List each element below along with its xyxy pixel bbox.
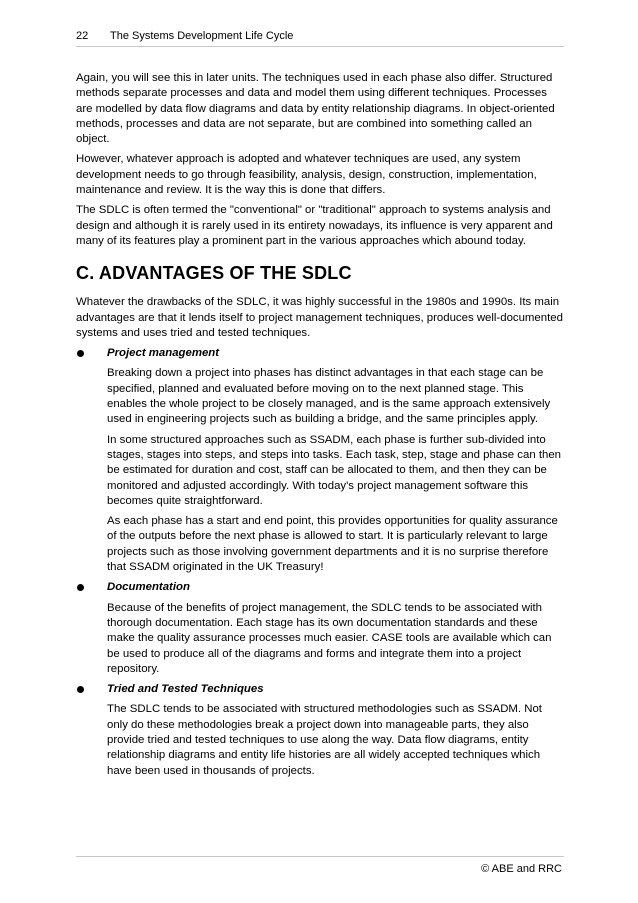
running-header <box>76 29 564 43</box>
advantage-title: Project management <box>107 347 220 360</box>
advantage-item-tried-and-tested <box>76 682 566 779</box>
advantage-paragraph: Breaking down a project into phases has distinct advantages in that each stage can be specified, planned and evaluated before moving on to the next planned stage. This enables the whole project to be closely managed, and is the same approach extensively used in engineering projects such as building a bridge, and the same principles apply. <box>107 367 551 426</box>
advantage-title: Documentation <box>107 581 190 594</box>
running-title: The Systems Development Life Cycle <box>110 30 294 42</box>
advantage-paragraph: Because of the benefits of project management, the SDLC tends to be associated with thorough documentation. Each stage has its own documentation standards and these make the quality assurance processes much easier. CASE tools are available which can be used to produce all of the diagrams and forms and integrate them into a project repository. <box>107 601 552 675</box>
bullet-icon <box>77 584 84 591</box>
section-heading: C. ADVANTAGES OF THE SDLC <box>76 263 352 284</box>
advantage-paragraph: As each phase has a start and end point, this provides opportunities for quality assurance of the outputs before the next phase is allowed to start. It is particularly relevant to large projects such as those involving government departments and it is no surprise therefore that SSADM originated in the UK Treasury! <box>107 515 558 574</box>
bullet-icon <box>77 350 84 357</box>
intro-paragraph: The SDLC is often termed the "conventional" or "traditional" approach to systems analysis and design and although it is rarely used in its entirety nowadays, its influence is very apparent and many of its features play a prominent part in the various approaches which abound today. <box>76 204 553 247</box>
intro-paragraph: However, whatever approach is adopted and whatever techniques are used, any system development needs to go through feasibility, analysis, design, construction, implementation, maintenance and review. It is the way this is done that differs. <box>76 153 537 197</box>
advantage-title: Tried and Tested Techniques <box>107 683 264 696</box>
intro-paragraph: Again, you will see this in later units. The techniques used in each phase also differ. Structured methods separate processes and data and model them using different techniques. Processes are modelled by data flow diagrams and data by entity relationship diagrams. In object-oriented methods, processes and data are not separate, but are combined into something called an object. <box>76 72 555 146</box>
section-lead-paragraph: Whatever the drawbacks of the SDLC, it was highly successful in the 1980s and 1990s. Its main advantages are that it lends itself to project management techniques, produces well-documented systems and uses tried and tested techniques. <box>76 296 563 339</box>
advantage-paragraph: In some structured approaches such as SSADM, each phase is further sub-divided into stages, stages into steps, and steps into tasks. Each task, step, stage and phase can then be estimated for duration and cost, staff can be allocated to them, and then they can be monitored and adjusted accordingly. With today's project management software this becomes quite straightforward. <box>107 433 562 507</box>
advantage-item-project-management <box>76 346 566 575</box>
page-number: 22 <box>76 30 89 42</box>
advantage-item-documentation <box>76 580 566 677</box>
bullet-icon <box>77 686 84 693</box>
header-divider <box>76 46 564 47</box>
footer-divider <box>76 856 564 857</box>
footer-copyright: © ABE and RRC <box>481 863 562 875</box>
advantage-paragraph: The SDLC tends to be associated with structured methodologies such as SSADM. Not only do these methodologies break a project down into manageable parts, they also provide tried and tested techniques to use along the way. Data flow diagrams, entity relationship diagrams and entity life histories are all widely accepted techniques which have been used in thousands of projects. <box>107 703 542 777</box>
page-body <box>76 71 566 784</box>
